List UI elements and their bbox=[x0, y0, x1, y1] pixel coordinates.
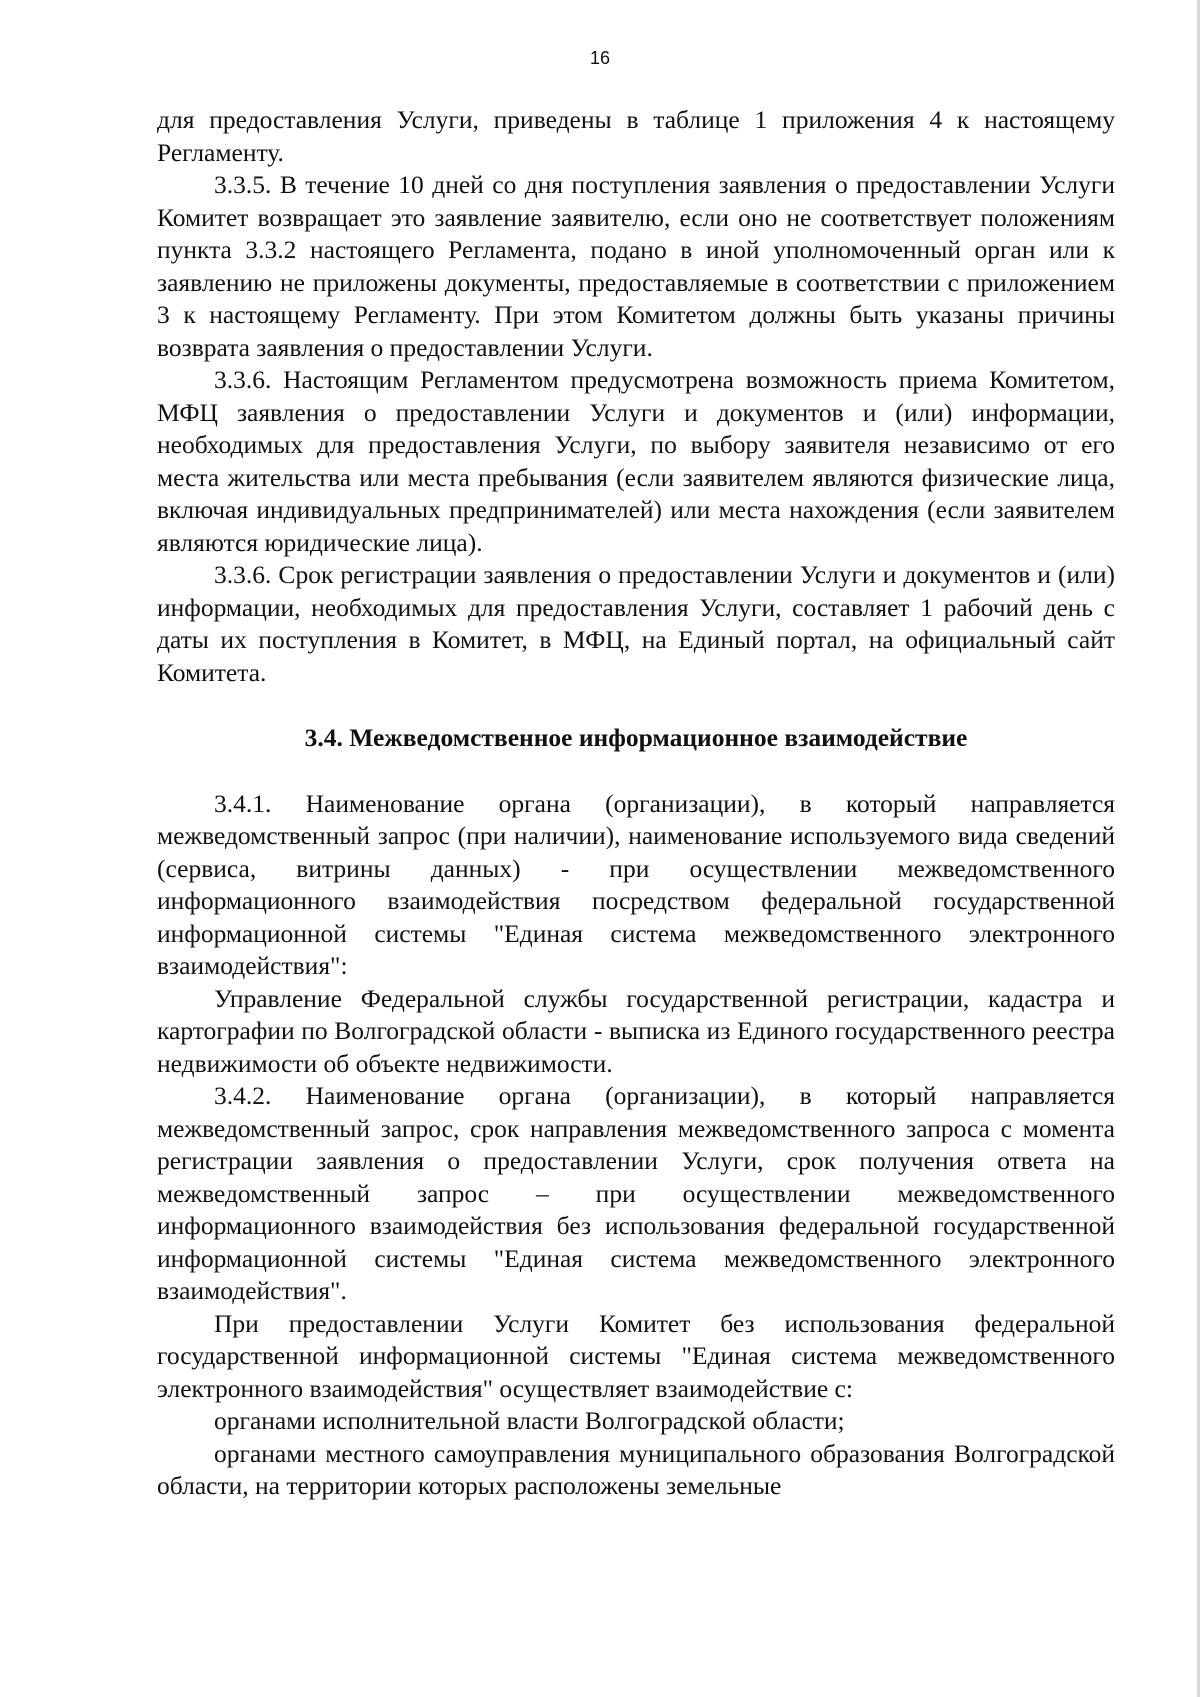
paragraph-continuation: для предоставления Услуги, приведены в таблице 1 приложения 4 к настоящему Регламенту. bbox=[157, 105, 1115, 167]
page-number: 16 bbox=[589, 48, 611, 68]
paragraph-3-3-5: 3.3.5. В течение 10 дней со дня поступления заявления о предоставлении Услуги Комитет возвращает это заявление заявителю, если оно не соответствует положениям пункта 3.3.2 настоящего Регламента, подано в иной уполномоченный орган или к заявлению не приложены документы, предоставляемые в соответствии с приложением 3 к настоящему Регламенту. При этом Комитетом должны быть указаны причины возврата заявления о предоставлении Услуги. bbox=[157, 170, 1115, 362]
paragraph-3-4-2: 3.4.2. Наименование органа (организации), в который направляется межведомственный запрос, срок направления межведомственного запроса с момента регистрации заявления о предоставлении Услуги, срок получения ответа на межведомственный запрос – при осуществлении межведомственного информационного взаимодействия без использования федеральной государственной информационной системы "Единая система межведомственного электронного взаимодействия". bbox=[157, 1081, 1115, 1305]
paragraph-3-4-1: 3.4.1. Наименование органа (организации), в который направляется межведомственный запрос (при наличии), наименование используемого вида сведений (сервиса, витрины данных) - при осуществлении межведомственного информационного взаимодействия посредством федеральной государственной информационной системы "Единая система межведомственного электронного взаимодействия": bbox=[157, 788, 1115, 980]
paragraph-rosreestr: Управление Федеральной службы государственной регистрации, кадастра и картографии по Волгоградской области - выписка из Единого государственного реестра недвижимости об объекте недвижимости. bbox=[157, 983, 1115, 1078]
document-body bbox=[157, 104, 1115, 1503]
list-item-local-self-government: органами местного самоуправления муниципального образования Волгоградской области, на территории которых расположены земельные bbox=[157, 1438, 1115, 1500]
paragraph-3-3-6-registration-term: 3.3.6. Срок регистрации заявления о предоставлении Услуги и документов и (или) информации, необходимых для предоставления Услуги, составляет 1 рабочий день с даты их поступления в Комитет, в МФЦ, на Единый портал, на официальный сайт Комитета. bbox=[157, 560, 1115, 687]
paragraph-interaction-intro: При предоставлении Услуги Комитет без использования федеральной государственной информационной системы "Единая система межведомственного электронного взаимодействия" осуществляет взаимодействие с: bbox=[157, 1308, 1115, 1403]
paragraph-3-3-6-reception: 3.3.6. Настоящим Регламентом предусмотрена возможность приема Комитетом, МФЦ заявления о предоставлении Услуги и документов и (или) информации, необходимых для предоставления Услуги, по выбору заявителя независимо от его места жительства или места пребывания (если заявителем являются физические лица, включая индивидуальных предпринимателей) или места нахождения (если заявителем являются юридические лица). bbox=[157, 365, 1115, 557]
list-item-executive-authorities: органами исполнительной власти Волгоградской области; bbox=[214, 1406, 845, 1435]
section-heading-3-4: 3.4. Межведомственное информационное взаимодействие bbox=[304, 723, 968, 752]
